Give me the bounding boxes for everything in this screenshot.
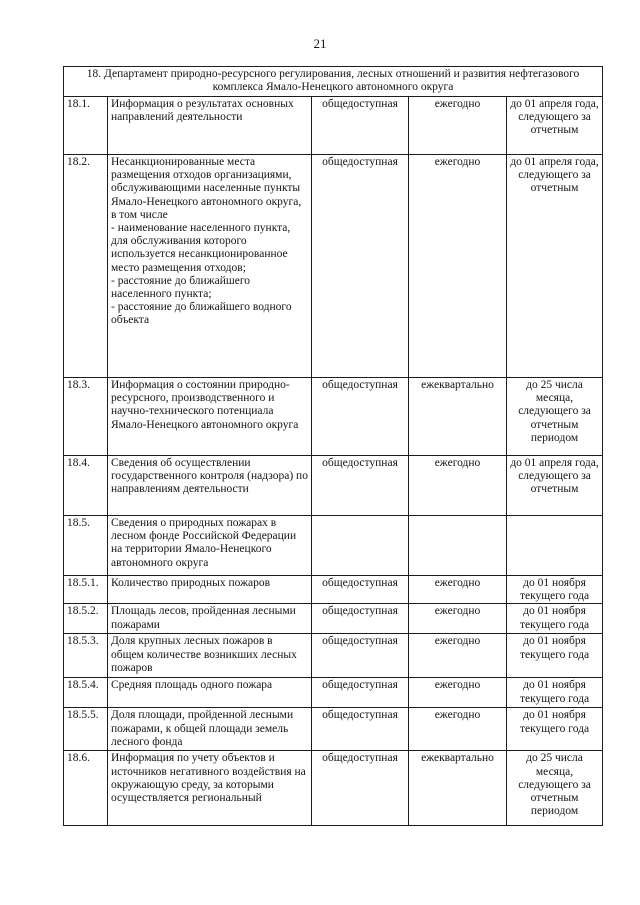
table-row (64, 155, 603, 378)
row-number: 18.5.4. (64, 678, 108, 708)
table-row (64, 751, 603, 826)
table-row (64, 604, 603, 634)
row-periodicity: ежегодно (409, 155, 507, 378)
row-number: 18.3. (64, 378, 108, 456)
row-description: Сведения об осуществлении государственного контроля (надзора) по направлениям деятельности (108, 456, 312, 516)
row-deadline (507, 516, 603, 576)
row-number: 18.6. (64, 751, 108, 826)
row-periodicity: ежегодно (409, 634, 507, 678)
row-description: Несанкционированные места размещения отходов организациями, обслуживающими населенные пункты Ямало-Ненецкого автономного округа, в том числе - наименование населенного пункта, для обслуживания которого используется несанкционированное место размещения отходов; - расстояние до ближайшего населенного пункта; - расстояние до ближайшего водного объекта (108, 155, 312, 378)
row-description: Информация о результатах основных направлений деятельности (108, 97, 312, 155)
row-number: 18.2. (64, 155, 108, 378)
row-deadline: до 01 апреля года, следующего за отчетным (507, 456, 603, 516)
row-number: 18.5.2. (64, 604, 108, 634)
row-access (312, 516, 409, 576)
row-periodicity: ежеквартально (409, 378, 507, 456)
table-row (64, 678, 603, 708)
row-access: общедоступная (312, 155, 409, 378)
table-row (64, 456, 603, 516)
table-row (64, 708, 603, 751)
row-description: Информация по учету объектов и источников негативного воздействия на окружающую среду, за которыми осуществляется региональный (108, 751, 312, 826)
row-deadline: до 01 ноября текущего года (507, 634, 603, 678)
row-number: 18.1. (64, 97, 108, 155)
row-deadline: до 01 апреля года, следующего за отчетным (507, 155, 603, 378)
row-description: Площадь лесов, пройденная лесными пожарами (108, 604, 312, 634)
row-periodicity: ежегодно (409, 604, 507, 634)
table-row (64, 378, 603, 456)
row-access: общедоступная (312, 634, 409, 678)
row-number: 18.5.5. (64, 708, 108, 751)
row-number: 18.5.1. (64, 576, 108, 604)
row-access: общедоступная (312, 678, 409, 708)
row-deadline: до 25 числа месяца, следующего за отчетным периодом (507, 378, 603, 456)
row-description: Доля крупных лесных пожаров в общем количестве возникших лесных пожаров (108, 634, 312, 678)
row-description: Доля площади, пройденной лесными пожарами, к общей площади земель лесного фонда (108, 708, 312, 751)
row-access: общедоступная (312, 576, 409, 604)
row-access: общедоступная (312, 456, 409, 516)
row-periodicity: ежегодно (409, 678, 507, 708)
row-deadline: до 01 ноября текущего года (507, 708, 603, 751)
row-deadline: до 25 числа месяца, следующего за отчетным периодом (507, 751, 603, 826)
row-number: 18.5. (64, 516, 108, 576)
row-deadline: до 01 ноября текущего года (507, 678, 603, 708)
row-access: общедоступная (312, 751, 409, 826)
row-periodicity (409, 516, 507, 576)
row-description: Сведения о природных пожарах в лесном фонде Российской Федерации на территории Ямало-Ненецкого автономного округа (108, 516, 312, 576)
section-header-row (64, 67, 603, 97)
row-number: 18.4. (64, 456, 108, 516)
table-row (64, 634, 603, 678)
row-number: 18.5.3. (64, 634, 108, 678)
table-row (64, 516, 603, 576)
row-description: Информация о состоянии природно-ресурсного, производственного и научно-технического потенциала Ямало-Ненецкого автономного округа (108, 378, 312, 456)
row-access: общедоступная (312, 378, 409, 456)
row-deadline: до 01 ноября текущего года (507, 604, 603, 634)
section-header: 18. Департамент природно-ресурсного регулирования, лесных отношений и развития нефтегазового комплекса Ямало-Ненецкого автономного округа (64, 67, 603, 97)
table-row (64, 97, 603, 155)
page-number: 21 (313, 36, 327, 51)
row-periodicity: ежегодно (409, 708, 507, 751)
row-deadline: до 01 ноября текущего года (507, 576, 603, 604)
row-deadline: до 01 апреля года, следующего за отчетным (507, 97, 603, 155)
table-row (64, 576, 603, 604)
row-periodicity: ежегодно (409, 97, 507, 155)
row-description: Количество природных пожаров (108, 576, 312, 604)
row-access: общедоступная (312, 604, 409, 634)
row-periodicity: ежегодно (409, 576, 507, 604)
row-periodicity: ежегодно (409, 456, 507, 516)
data-table (63, 66, 603, 826)
row-access: общедоступная (312, 708, 409, 751)
row-periodicity: ежеквартально (409, 751, 507, 826)
row-access: общедоступная (312, 97, 409, 155)
row-description: Средняя площадь одного пожара (108, 678, 312, 708)
